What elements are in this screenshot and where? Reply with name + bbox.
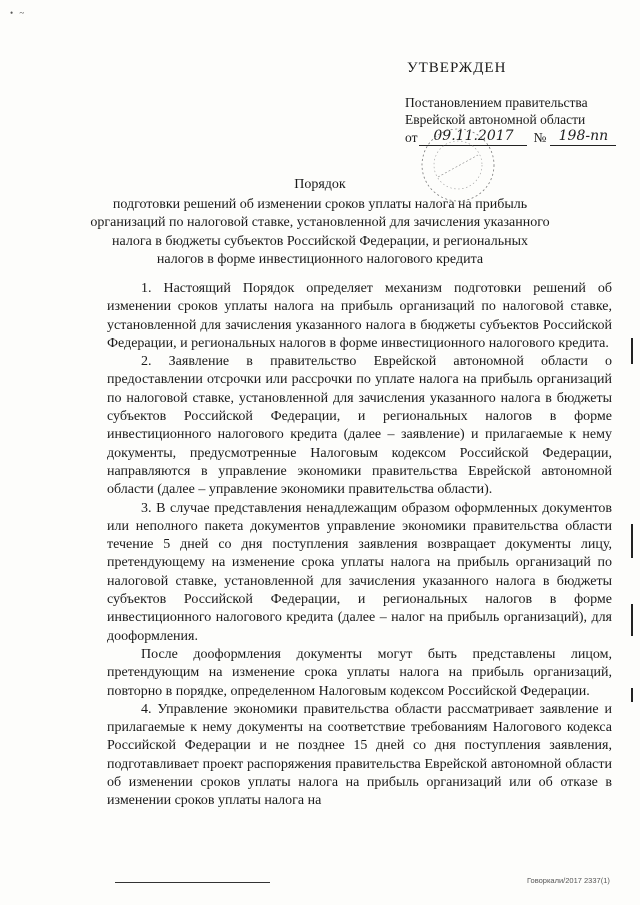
decree-line-2: Еврейской автономной области — [405, 112, 586, 127]
title-line: организаций по налоговой ставке, установленной для зачисления указанного — [90, 215, 550, 230]
title-line: подготовки решений об изменении сроков уплаты налога на прибыль — [112, 196, 528, 212]
margin-scan-mark — [631, 524, 633, 558]
handwritten-date: 09.11.2017 — [419, 128, 527, 146]
document-title — [40, 176, 600, 270]
title-line: налога в бюджеты субъектов Российской Федерации, и региональных — [112, 233, 528, 249]
from-label: от — [405, 130, 418, 145]
document-body — [107, 280, 612, 811]
footer-document-code: Говоркали/2017 2337(1) — [527, 876, 610, 885]
paragraph-2: 2. Заявление в правительство Еврейской автономной области о предоставлении отсрочки или рассрочки по уплате налога на прибыль организаций по налоговой ставке, установленной для зачисления указанного налога в бюджеты субъектов Российской Федерации, и региональных налогов в форме инвестиционного налогового кредита (далее – заявление) и прилагаемые к нему документы, предусмотренные Налоговым кодексом Российской Федерации, направляются в управление экономики правительства Еврейской автономной области (далее – управление экономики правительства области). — [107, 354, 612, 498]
scan-artifact: • ~ — [10, 8, 27, 18]
margin-scan-mark — [631, 688, 633, 702]
title-line: налогов в форме инвестиционного налогового кредита — [156, 252, 484, 267]
title-heading: Порядок — [294, 177, 346, 192]
handwritten-number: 198-пп — [550, 128, 616, 146]
paragraph-3: 3. В случае представления ненадлежащим образом оформленных документов или неполного пакета документов управление экономики правительства области течение 5 дней со дня поступления заявления возвращает документы лицу, претендующему на изменение срока уплаты налога на прибыль организаций по налоговой ставке, установленной для зачисления указанного налога в бюджеты субъектов Российской Федерации, и региональных налогов в форме инвестиционного налогового кредита (далее – налог на прибыль организаций), для дооформления. — [107, 500, 612, 644]
approved-label: УТВЕРЖДЕН — [407, 60, 507, 76]
margin-scan-mark — [631, 604, 633, 636]
number-label: № — [533, 130, 547, 145]
paragraph-4: 4. Управление экономики правительства области рассматривает заявление и прилагаемые к нему документы на соответствие требованиям Налогового кодекса Российской Федерации и не позднее 15 дней со дня поступления заявления, подготавливает проект распоряжения правительства Еврейской автономной области об изменении сроков уплаты налога на прибыль организаций или об отказе в изменении сроков уплаты налога на — [107, 701, 612, 809]
paragraph-3-continued: После дооформления документы могут быть представлены лицом, претендующим на изменение срока уплаты налога на прибыль организаций, повторно в порядке, определенном Налоговым кодексом Российской Федерации. — [107, 646, 612, 699]
margin-scan-mark — [631, 338, 633, 364]
footer-rule — [115, 882, 270, 883]
paragraph-1: 1. Настоящий Порядок определяет механизм подготовки решений об изменении сроков уплаты налога на прибыль организаций по налоговой ставке, установленной для зачисления указанного налога в бюджеты субъектов Российской Федерации, и региональных налогов в форме инвестиционного налогового кредита. — [107, 281, 612, 351]
decree-line-1: Постановлением правительства — [405, 95, 588, 110]
